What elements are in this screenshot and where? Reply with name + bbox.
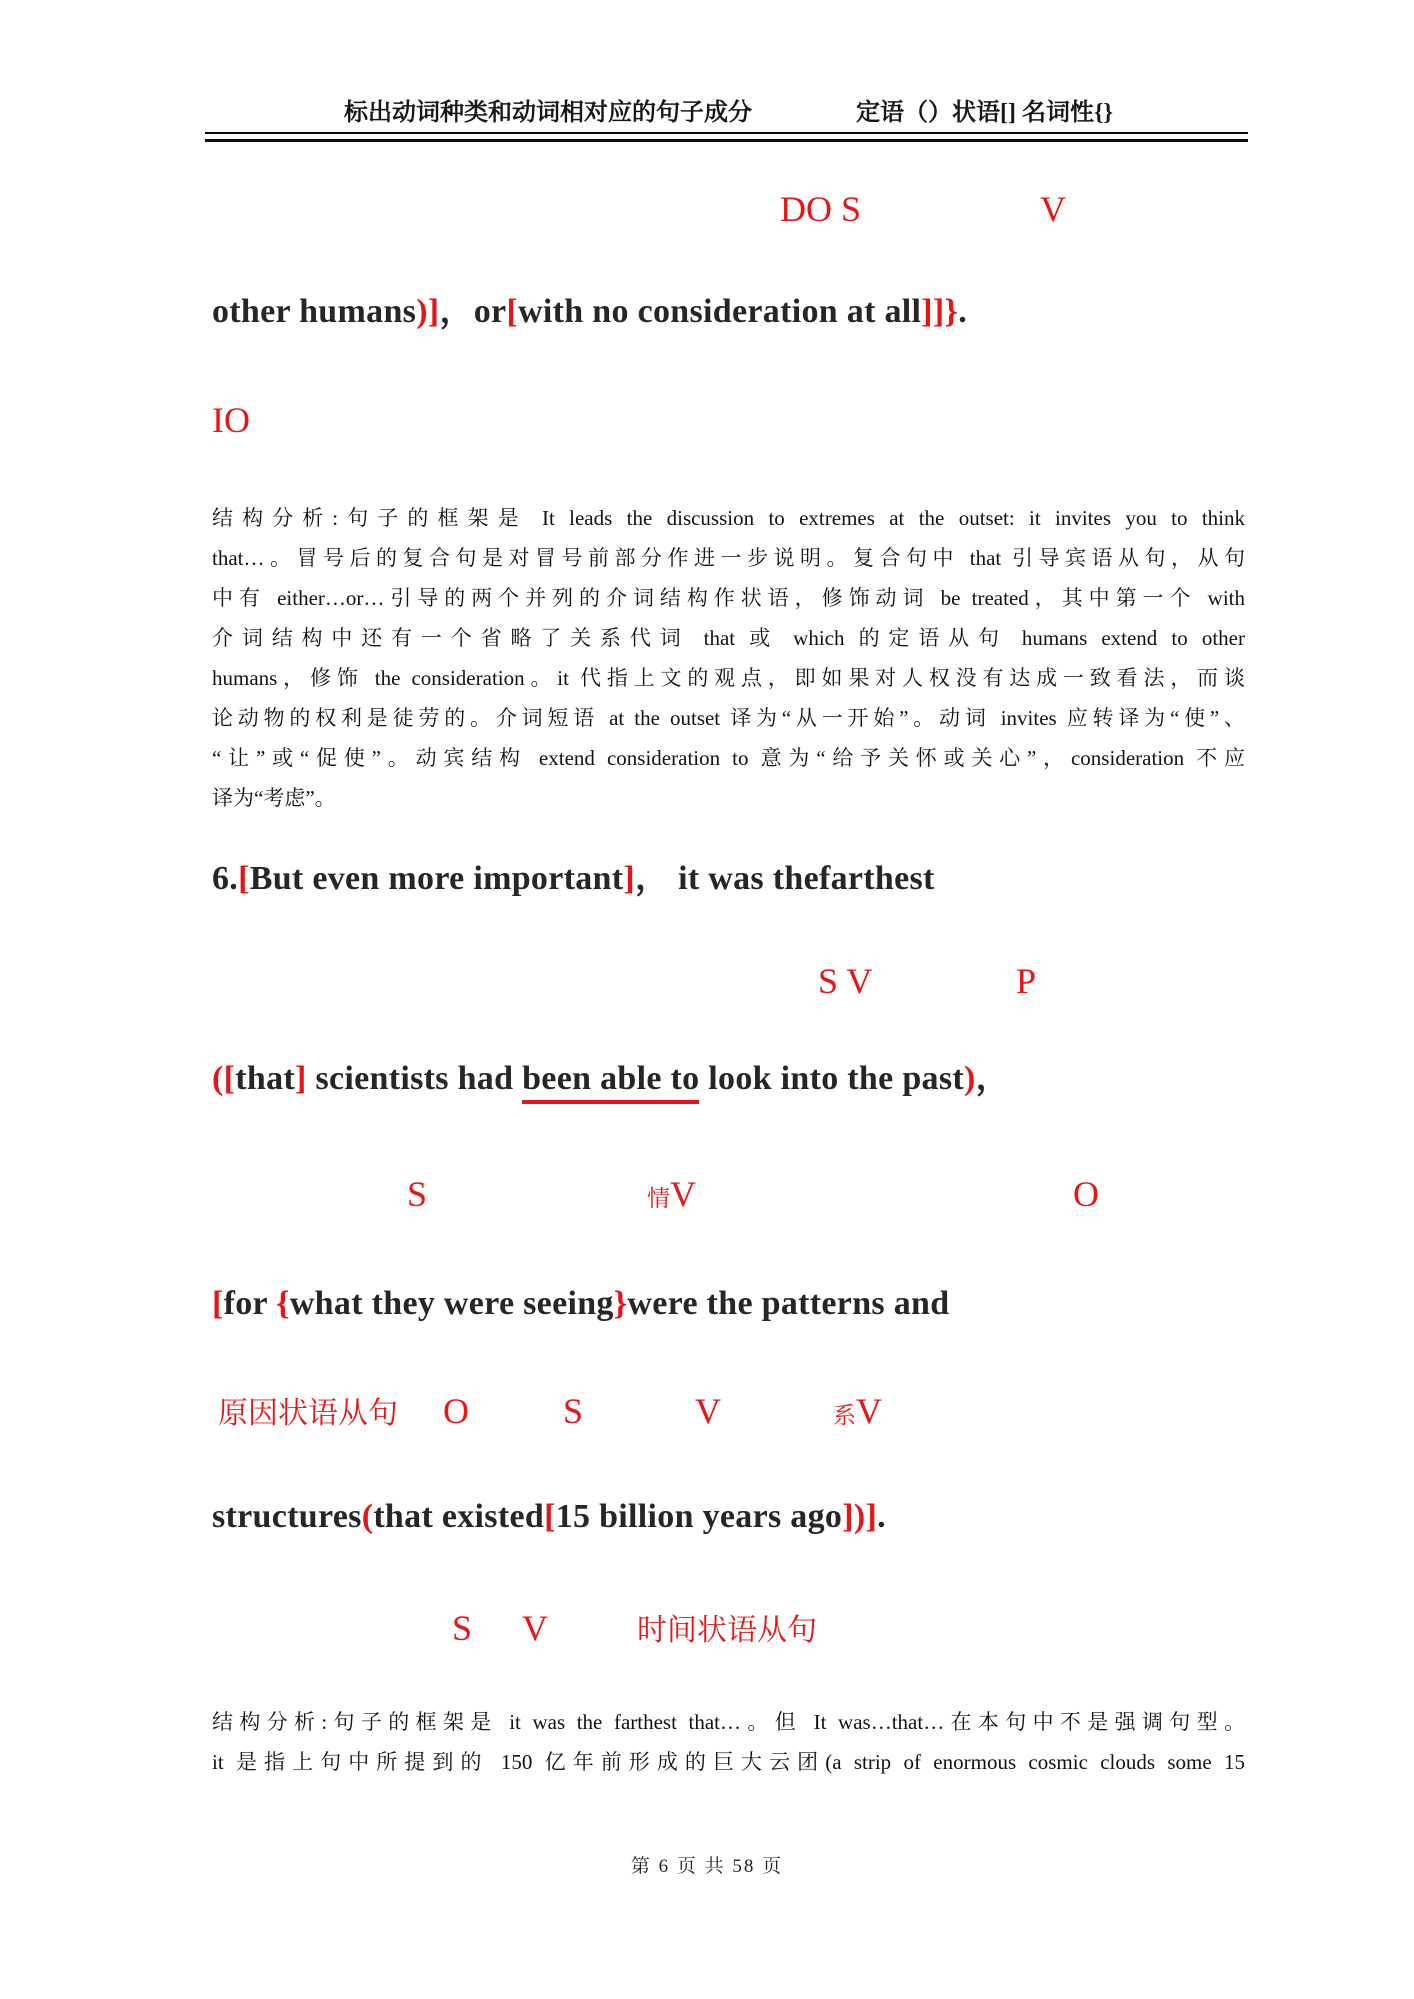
- sentence-segment: scientists had: [306, 1060, 523, 1097]
- paragraph-line: 中有 either…or…引导的两个并列的介词结构作状语，修饰动词 be treated，其中第一个 with: [212, 586, 1245, 610]
- sentence-segment: ): [964, 1060, 976, 1097]
- sentence-segment: that: [235, 1060, 296, 1097]
- paragraph-line: 结构分析:句子的框架是 It leads the discussion to extremes at the outset: it invites you to think: [212, 506, 1245, 530]
- sentence-segment: look into the past: [699, 1060, 964, 1097]
- annotation-o3: O: [443, 1391, 469, 1431]
- sentence-segment: {: [276, 1285, 290, 1322]
- sentence-segment: ，: [975, 1060, 1010, 1097]
- sentence-segment: [: [544, 1498, 556, 1535]
- sentence-segment: .: [877, 1498, 886, 1535]
- sentence-segment: or: [473, 293, 507, 330]
- sentence-segment: (: [361, 1498, 374, 1535]
- sentence-segment: for: [223, 1285, 277, 1322]
- annotation-o2: O: [1073, 1174, 1099, 1214]
- sentence-segment: 6.: [212, 860, 239, 897]
- paragraph-line: 介词结构中还有一个省略了关系代词 that 或 which 的定语从句 humans extend to other: [212, 626, 1245, 650]
- sentence-6-heading: [212, 858, 935, 901]
- annotation-s4: S: [452, 1608, 473, 1648]
- paragraph-line: “让”或“促使”。动宾结构 extend consideration to 意为“给予关怀或关心”，consideration 不应: [212, 746, 1245, 770]
- sentence-segment: ]]}: [921, 293, 959, 330]
- sentence-line-3: [212, 1283, 949, 1326]
- sentence-segment: that existed: [373, 1498, 545, 1535]
- annotation-v4: V: [856, 1391, 882, 1431]
- header-left-title: 标出动词种类和动词相对应的句子成分: [344, 100, 753, 126]
- paragraph-line: 论动物的权利是徒劳的。介词短语 at the outset 译为“从一开始”。动词 invites 应转译为“使”、: [212, 706, 1245, 730]
- annotation-s3: S: [563, 1391, 584, 1431]
- header-rule: [205, 132, 1248, 142]
- annotation-do-s: DO S: [780, 189, 862, 229]
- annotation-v: V: [1040, 189, 1066, 229]
- sentence-segment: [: [223, 1060, 236, 1097]
- annotation-xi-v: [833, 1393, 882, 1429]
- annotation-s-v: S V: [818, 961, 873, 1001]
- sentence-segment: .: [958, 293, 968, 330]
- sentence-segment: ，: [439, 293, 474, 330]
- sentence-segment: other humans: [212, 293, 417, 330]
- sentence-segment: [: [506, 293, 519, 330]
- page-number-footer: 第 6 页 共 58 页: [630, 1856, 784, 1877]
- sentence-segment: But even more important: [249, 860, 624, 897]
- header-right-legend: 定语（）状语[] 名词性{}: [856, 100, 1113, 126]
- paragraph-line: 译为“考虑”。: [212, 786, 336, 810]
- sentence-segment: been able to: [522, 1060, 699, 1104]
- sentence-segment: ])]: [842, 1498, 878, 1535]
- annotation-s2: S: [407, 1174, 428, 1214]
- paragraph-line: humans，修饰 the consideration。it 代指上文的观点，即如果对人权没有达成一致看法，而谈: [212, 666, 1245, 690]
- sentence-line-2: [212, 1058, 1010, 1101]
- sentence-segment: with no consideration at all: [518, 293, 922, 330]
- sentence-segment: it was thefarthest: [669, 860, 935, 897]
- sentence-line-4: [212, 1496, 886, 1539]
- paragraph-line: that…。冒号后的复合句是对冒号前部分作进一步说明。复合句中 that 引导宾语从句，从句: [212, 546, 1245, 570]
- sentence-segment: ]: [295, 1060, 307, 1097]
- annotation-p: P: [1016, 961, 1037, 1001]
- annotation-qing: 情: [647, 1186, 670, 1211]
- annotation-xi: 系: [833, 1403, 856, 1428]
- annotation-v2: V: [670, 1174, 696, 1214]
- sentence-segment: structures: [212, 1498, 362, 1535]
- sentence-segment: 15 billion years ago: [555, 1498, 843, 1535]
- sentence-segment: }: [613, 1285, 628, 1322]
- sentence-segment: )]: [416, 293, 440, 330]
- sentence-segment: ，: [634, 860, 670, 897]
- annotation-qing-v: [647, 1176, 696, 1212]
- annotation-cause-clause: 原因状语从句: [218, 1397, 398, 1430]
- paragraph-line: it 是指上句中所提到的 150 亿年前形成的巨大云团(a strip of enormous cosmic clouds some 15: [212, 1750, 1245, 1774]
- sentence-segment: [: [212, 1285, 224, 1322]
- annotation-io: IO: [212, 400, 250, 440]
- annotation-v5: V: [522, 1608, 548, 1648]
- annotation-v3: V: [695, 1391, 721, 1431]
- analysis-paragraph-2: [212, 1702, 1245, 1782]
- sentence-segment: were the patterns and: [627, 1285, 950, 1322]
- analysis-paragraph-1: [212, 498, 1245, 818]
- sentence-segment: [: [238, 860, 250, 897]
- annotation-time-clause: 时间状语从句: [637, 1614, 817, 1647]
- sentence-segment: what they were seeing: [289, 1285, 614, 1322]
- paragraph-line: 结构分析:句子的框架是 it was the farthest that…。但 It was…that…在本句中不是强调句型。: [212, 1710, 1245, 1734]
- sentence-segment: (: [212, 1060, 224, 1097]
- sentence-segment: ]: [623, 860, 635, 897]
- sentence-line-1: [212, 291, 967, 334]
- page-header: [212, 99, 1245, 128]
